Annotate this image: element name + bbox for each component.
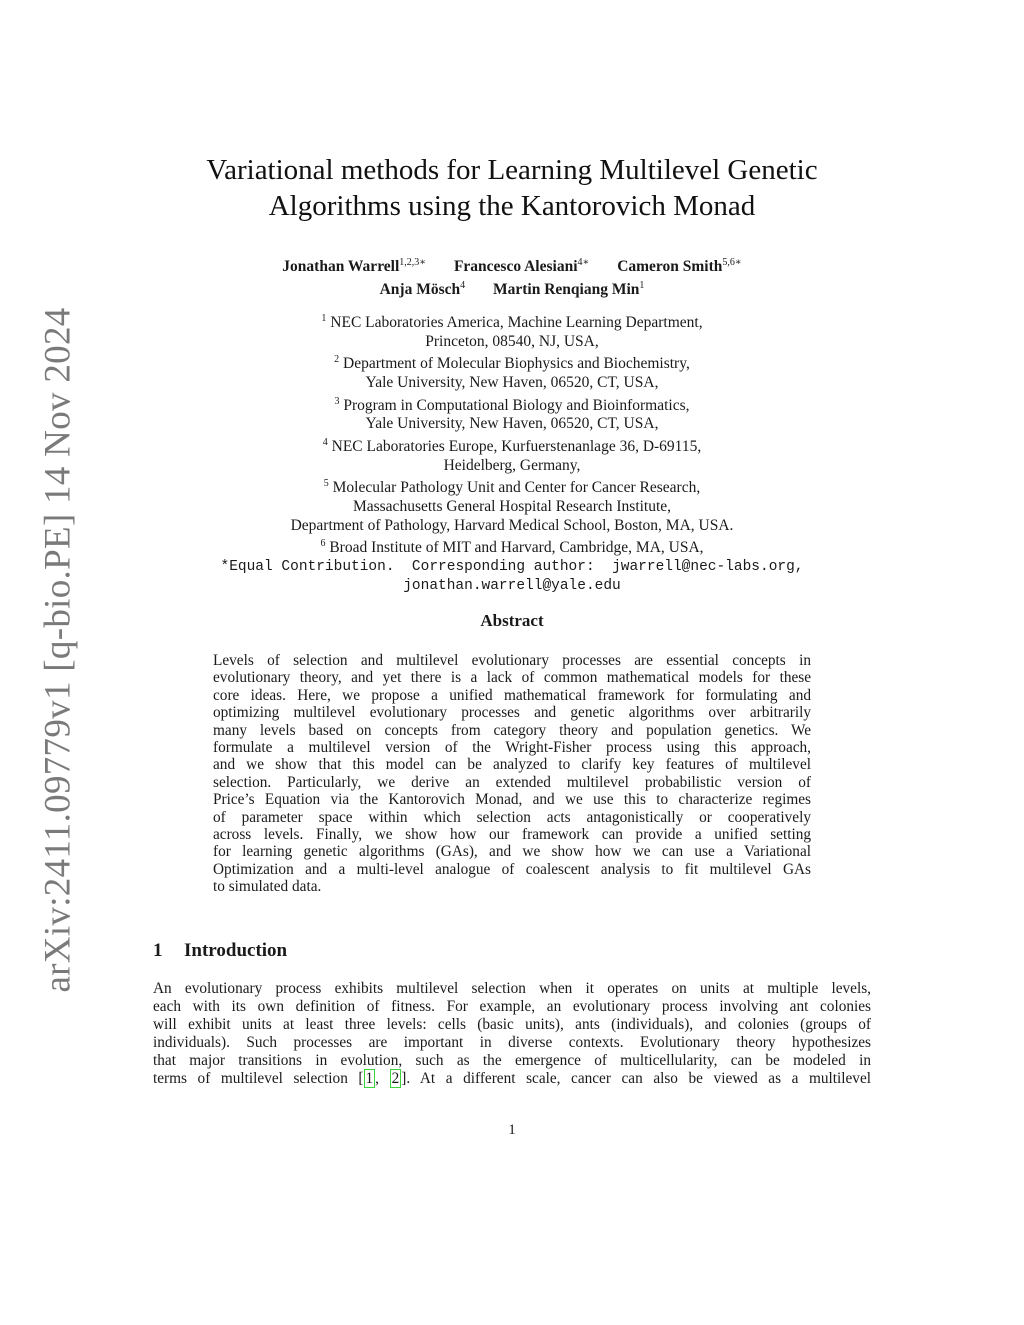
citation-link-2[interactable]: 2 xyxy=(391,1070,400,1087)
intro-line: will exhibit units at least three levels: cells (basic units), ants (individuals), and colonies (groups of xyxy=(153,1016,871,1033)
abstract-line: Optimization and a multi-level analogue of coalescent analysis to fit multilevel GAs xyxy=(213,860,811,878)
paper-title xyxy=(150,152,874,224)
abstract-text xyxy=(213,652,811,896)
abstract-line: selection. Particularly, we derive an extended multilevel probabilistic version of xyxy=(213,773,811,791)
author-2: Francesco Alesiani$^{4∗}$ xyxy=(453,257,590,276)
abstract-heading: Abstract xyxy=(480,611,544,630)
abstract-line: optimizing multilevel evolutionary processes and genetic algorithms over arbitrarily xyxy=(213,704,811,722)
abstract-line: many levels based on concepts from category theory and population genetics. We xyxy=(213,721,811,739)
affiliation-2-cont: Yale University, New Haven, 06520, CT, USA, xyxy=(365,374,659,392)
abstract-line: core ideas. Here, we propose a unified mathematical framework for formulating and xyxy=(213,686,811,704)
introduction-text xyxy=(153,980,871,1088)
affiliation-3-cont: Yale University, New Haven, 06520, CT, USA, xyxy=(365,415,659,433)
abstract-line: Levels of selection and multilevel evolutionary processes are essential concepts in xyxy=(213,652,811,669)
affiliation-3: $^3$ Program in Computational Biology and Bioinformatics, xyxy=(334,395,690,414)
page-number: 1 xyxy=(508,1122,516,1138)
abstract-line: formulate a multilevel version of the Wright-Fisher process using this approach, xyxy=(213,739,811,757)
affiliation-4-cont: Heidelberg, Germany, xyxy=(443,456,581,474)
author-5: Martin Renqiang Min$^1$ xyxy=(492,280,645,299)
affiliation-5-cont: Massachusetts General Hospital Research Institute, xyxy=(352,498,672,516)
title-line-1: Variational methods for Learning Multilevel Genetic xyxy=(206,154,818,186)
affiliation-5: $^5$ Molecular Pathology Unit and Center for Cancer Research, xyxy=(323,478,701,497)
author-1: Jonathan Warrell$^{1,2,3∗}$ xyxy=(282,257,427,276)
affiliation-2: $^2$ Department of Molecular Biophysics and Biochemistry, xyxy=(334,354,690,373)
citation-link-1[interactable]: 1 xyxy=(365,1070,374,1087)
section-heading-introduction xyxy=(153,940,287,962)
section-title: Introduction xyxy=(184,940,288,961)
author-list xyxy=(150,253,874,299)
intro-line: each with its own definition of fitness. For example, an evolutionary process involving ant colonies xyxy=(153,998,871,1015)
intro-line: individuals). Such processes are important in diverse contexts. Evolutionary theory hypothesizes xyxy=(153,1034,871,1051)
affiliations xyxy=(150,310,874,595)
intro-line-with-citations: terms of multilevel selection [ 1 , 2 ]. At a different scale, cancer can also be viewed as a multilevel xyxy=(153,1070,871,1087)
abstract-line: Price’s Equation via the Kantorovich Monad, and we use this to characterize regimes xyxy=(213,791,811,809)
affiliation-1-cont: Princeton, 08540, NJ, USA, xyxy=(425,332,599,350)
title-line-2: Algorithms using the Kantorovich Monad xyxy=(268,190,756,222)
abstract-line: to simulated data. xyxy=(213,878,322,896)
author-3: Cameron Smith$^{5,6∗}$ xyxy=(617,257,742,276)
abstract-line: evolutionary theory, and yet there is a lack of common mathematical models for these xyxy=(213,669,811,687)
author-4: Anja Mösch$^4$ xyxy=(379,280,466,299)
section-number: 1 xyxy=(153,940,163,961)
affiliation-1: $^1$ NEC Laboratories America, Machine Learning Department, xyxy=(321,313,703,332)
affiliation-4: $^4$ NEC Laboratories Europe, Kurfuerstenanlage 36, D-69115, xyxy=(322,437,702,456)
contact-line: *Equal Contribution. Corresponding author: jwarrell@nec-labs.org, xyxy=(220,559,804,576)
abstract-line: of parameter space within which selection acts antagonistically or cooperatively xyxy=(213,808,811,826)
abstract-line: for learning genetic algorithms (GAs), and we show how we can use a Variational xyxy=(213,843,811,861)
contact-email: jonathan.warrell@yale.edu xyxy=(403,577,621,594)
affiliation-5-cont-2: Department of Pathology, Harvard Medical School, Boston, MA, USA. xyxy=(290,516,734,534)
affiliation-6: $^6$ Broad Institute of MIT and Harvard, Cambridge, MA, USA, xyxy=(320,538,704,557)
intro-line: that major transitions in evolution, such as the emergence of multicellularity, can be modeled in xyxy=(153,1052,871,1069)
abstract-line: and we show that this model can be analyzed to clarify key features of multilevel xyxy=(213,756,811,774)
intro-line: An evolutionary process exhibits multilevel selection when it operates on units at multiple levels, xyxy=(153,980,871,997)
abstract-line: across levels. Finally, we show how our framework can provide a unified setting xyxy=(213,826,811,844)
arxiv-identifier-stamp: arXiv:2411.09779v1 [q-bio.PE] 14 Nov 2024 xyxy=(37,307,79,993)
